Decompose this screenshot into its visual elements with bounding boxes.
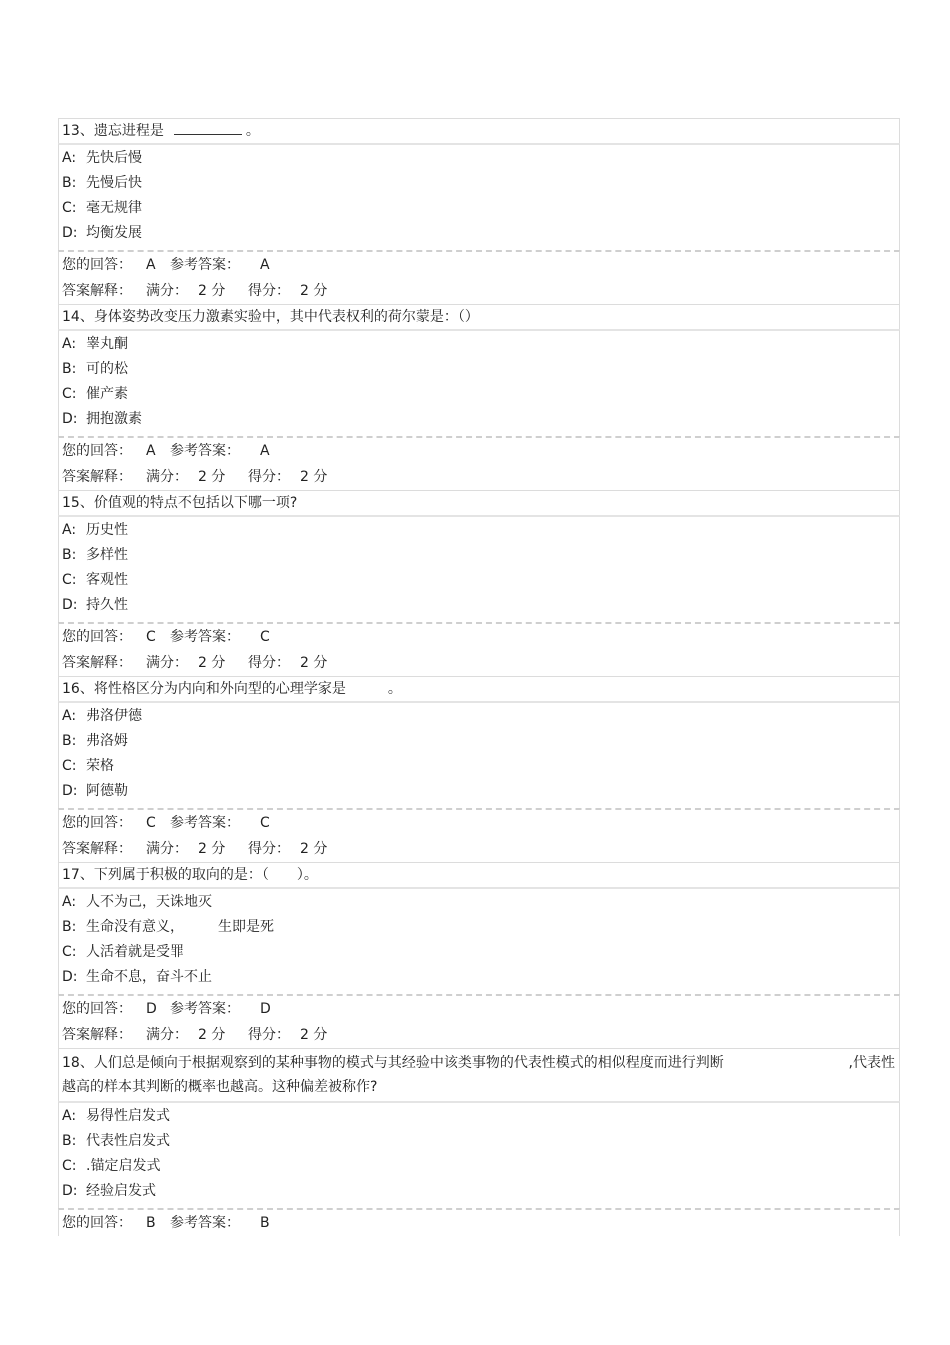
question-text-end: 。: [245, 123, 260, 139]
reference-answer-value: A: [260, 443, 270, 459]
your-answer-label: 您的回答：: [62, 1215, 132, 1231]
your-answer-label: 您的回答：: [62, 815, 132, 831]
full-score-label: 满分：: [146, 283, 188, 299]
explanation-label: 答案解释：: [62, 655, 132, 671]
explanation-label: 答案解释：: [62, 469, 132, 485]
your-answer-label: 您的回答：: [62, 1001, 132, 1017]
answer-block: [58, 250, 900, 304]
question-text: 15、价值观的特点不包括以下哪一项?: [62, 495, 298, 511]
option-b: B: 弗洛姆: [62, 733, 128, 749]
option-d: D: 经验启发式: [62, 1183, 156, 1199]
option-b: B: 可的松: [62, 361, 128, 377]
reference-answer-value: B: [260, 1215, 270, 1231]
full-score-value: 2 分: [198, 283, 226, 299]
your-answer-value: B: [146, 1215, 156, 1231]
options-list: [58, 143, 900, 250]
option-d: D: 持久性: [62, 597, 128, 613]
option-c: C: 毫无规律: [62, 200, 142, 216]
option-a: A: 先快后慢: [62, 150, 142, 166]
question-14: [58, 304, 900, 490]
obtained-score-value: 2 分: [300, 469, 328, 485]
obtained-score-value: 2 分: [300, 283, 328, 299]
answer-block: [58, 436, 900, 490]
score-row: [62, 464, 896, 490]
option-a: A: 历史性: [62, 522, 128, 538]
option-b: B: 多样性: [62, 547, 128, 563]
reference-answer-value: D: [260, 1001, 271, 1017]
option-c: C: 人活着就是受罪: [62, 944, 184, 960]
full-score-label: 满分：: [146, 841, 188, 857]
score-row: [62, 1022, 896, 1048]
option-c: C: 客观性: [62, 572, 128, 588]
answer-row: [62, 252, 896, 278]
exam-answer-sheet: [58, 118, 900, 1236]
question-text: 13、遗忘进程是: [62, 123, 164, 139]
your-answer-value: C: [146, 815, 156, 831]
answer-row: [62, 996, 896, 1022]
option-a: A: 易得性启发式: [62, 1108, 170, 1124]
explanation-label: 答案解释：: [62, 283, 132, 299]
your-answer-label: 您的回答：: [62, 629, 132, 645]
reference-answer-value: C: [260, 815, 270, 831]
obtained-score-label: 得分：: [248, 283, 290, 299]
answer-row: [62, 810, 896, 836]
score-row: [62, 836, 896, 862]
option-a: A: 弗洛伊德: [62, 708, 142, 724]
question-18: [58, 1048, 900, 1236]
full-score-label: 满分：: [146, 1027, 188, 1043]
option-d: D: 拥抱激素: [62, 411, 142, 427]
question-16: [58, 676, 900, 862]
your-answer-value: A: [146, 443, 156, 459]
obtained-score-label: 得分：: [248, 655, 290, 671]
your-answer-label: 您的回答：: [62, 443, 132, 459]
question-text: 17、下列属于积极的取向的是：（ ）。: [62, 867, 318, 883]
question-text: 16、将性格区分为内向和外向型的心理学家是: [62, 681, 346, 697]
options-list: [58, 515, 900, 622]
option-d: D: 均衡发展: [62, 225, 142, 241]
obtained-score-value: 2 分: [300, 1027, 328, 1043]
option-c: C: 催产素: [62, 386, 128, 402]
explanation-label: 答案解释：: [62, 841, 132, 857]
obtained-score-label: 得分：: [248, 469, 290, 485]
reference-answer-label: 参考答案：: [170, 629, 240, 645]
question-stem: [58, 676, 900, 701]
options-list: [58, 1101, 900, 1208]
options-list: [58, 329, 900, 436]
your-answer-value: A: [146, 257, 156, 273]
full-score-value: 2 分: [198, 469, 226, 485]
question-15: [58, 490, 900, 676]
answer-row: [62, 1210, 896, 1236]
score-row: [62, 278, 896, 304]
options-list: [58, 887, 900, 994]
option-c: C: 荣格: [62, 758, 114, 774]
option-d: D: 生命不息，奋斗不止: [62, 969, 212, 985]
obtained-score-value: 2 分: [300, 655, 328, 671]
reference-answer-label: 参考答案：: [170, 1215, 240, 1231]
answer-block: [58, 622, 900, 676]
full-score-value: 2 分: [198, 841, 226, 857]
option-b: B: 代表性启发式: [62, 1133, 170, 1149]
answer-block: [58, 994, 900, 1048]
question-text: 18、人们总是倾向于根据观察到的某种事物的模式与其经验中该类事物的代表性模式的相似程度而进行判断: [62, 1055, 724, 1071]
answer-row: [62, 624, 896, 650]
full-score-label: 满分：: [146, 469, 188, 485]
question-stem: [58, 304, 900, 329]
reference-answer-value: C: [260, 629, 270, 645]
question-text-line2: 越高的样本其判断的概率也越高。这种偏差被称作?: [62, 1079, 378, 1095]
question-stem: [58, 862, 900, 887]
your-answer-value: C: [146, 629, 156, 645]
fill-in-blank: [174, 122, 242, 135]
question-text-continued: ,代表性: [848, 1055, 895, 1071]
answer-block: [58, 808, 900, 862]
your-answer-label: 您的回答：: [62, 257, 132, 273]
question-17: [58, 862, 900, 1048]
score-row: [62, 650, 896, 676]
option-c: C: .锚定启发式: [62, 1158, 161, 1174]
question-text-end: 。: [387, 681, 402, 697]
question-13: [58, 118, 900, 304]
option-a: A: 人不为己，天诛地灭: [62, 894, 212, 910]
explanation-label: 答案解释：: [62, 1027, 132, 1043]
option-b: B: 生命没有意义， 生即是死: [62, 919, 274, 935]
full-score-value: 2 分: [198, 1027, 226, 1043]
answer-row: [62, 438, 896, 464]
option-d: D: 阿德勒: [62, 783, 128, 799]
reference-answer-value: A: [260, 257, 270, 273]
option-b: B: 先慢后快: [62, 175, 142, 191]
reference-answer-label: 参考答案：: [170, 257, 240, 273]
full-score-value: 2 分: [198, 655, 226, 671]
question-stem: [58, 490, 900, 515]
your-answer-value: D: [146, 1001, 157, 1017]
obtained-score-value: 2 分: [300, 841, 328, 857]
question-text: 14、身体姿势改变压力激素实验中，其中代表权利的荷尔蒙是：（）: [62, 309, 479, 325]
option-a: A: 睾丸酮: [62, 336, 128, 352]
reference-answer-label: 参考答案：: [170, 1001, 240, 1017]
question-stem: [58, 1048, 900, 1101]
obtained-score-label: 得分：: [248, 1027, 290, 1043]
obtained-score-label: 得分：: [248, 841, 290, 857]
full-score-label: 满分：: [146, 655, 188, 671]
question-stem: [58, 118, 900, 143]
reference-answer-label: 参考答案：: [170, 443, 240, 459]
options-list: [58, 701, 900, 808]
reference-answer-label: 参考答案：: [170, 815, 240, 831]
answer-block: [58, 1208, 900, 1236]
